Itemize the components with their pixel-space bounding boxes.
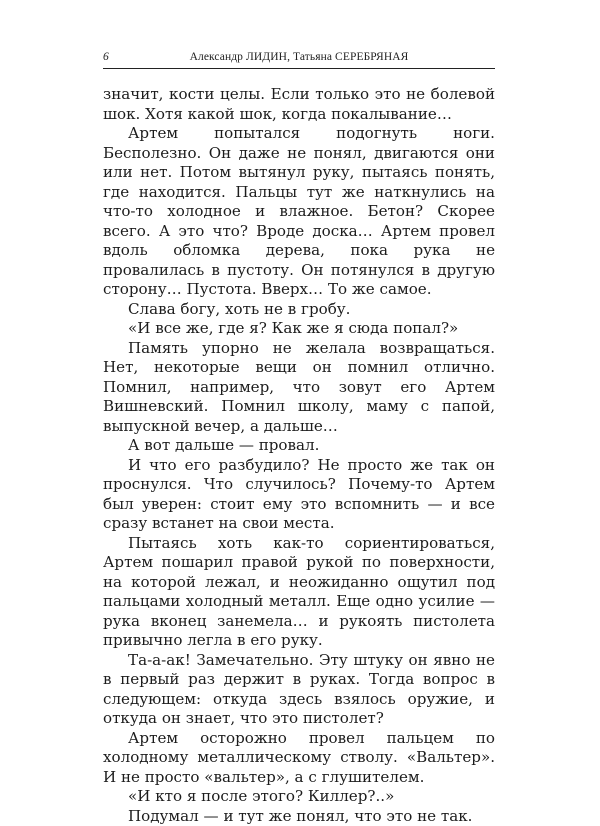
body-text bbox=[103, 85, 495, 826]
paragraph: Артем осторожно провел пальцем по холодному металлическому стволу. «Вальтер». И не просто «вальтер», а с глушителем. bbox=[103, 729, 495, 788]
paragraph: значит, кости целы. Если только это не болевой шок. Хотя какой шок, когда покалывание… bbox=[103, 85, 495, 124]
paragraph: Та-а-ак! Замечательно. Эту штуку он явно не в первый раз держит в руках. Тогда вопрос в следующем: откуда здесь взялось оружие, и откуда он знает, что это пистолет? bbox=[103, 651, 495, 729]
paragraph: Артем попытался подогнуть ноги. Бесполезно. Он даже не понял, двигаются они или нет. Потом вытянул руку, пытаясь понять, где находится. Пальцы тут же наткнулись на что-то холодное и влажное. Бетон? Скорее всего. А это что? Вроде доска… Артем провел вдоль обломка дерева, пока рука не провалилась в пустоту. Он потянулся в другую сторону… Пустота. Вверх… То же самое. bbox=[103, 124, 495, 300]
header-rule bbox=[103, 68, 495, 69]
paragraph: Слава богу, хоть не в гробу. bbox=[103, 300, 495, 320]
paragraph: И что его разбудило? Не просто же так он проснулся. Что случилось? Почему-то Артем был уверен: стоит ему это вспомнить — и все сразу встанет на свои места. bbox=[103, 456, 495, 534]
book-header: Александр ЛИДИН, Татьяна СЕРЕБРЯНАЯ bbox=[103, 51, 495, 63]
paragraph: Пытаясь хоть как-то сориентироваться, Артем пошарил правой рукой по поверхности, на которой лежал, и неожиданно ощутил под пальцами холодный металл. Еще одно усилие — рука вконец занемела… и рукоять пистолета привычно легла в его руку. bbox=[103, 534, 495, 651]
page-number: 6 bbox=[103, 51, 109, 63]
paragraph: «И кто я после этого? Киллер?..» bbox=[103, 787, 495, 807]
paragraph: А вот дальше — провал. bbox=[103, 436, 495, 456]
paragraph: «И все же, где я? Как же я сюда попал?» bbox=[103, 319, 495, 339]
paragraph: Подумал — и тут же понял, что это не так. bbox=[103, 807, 495, 826]
paragraph: Память упорно не желала возвращаться. Нет, некоторые вещи он помнил отлично. Помнил, например, что зовут его Артем Вишневский. Помнил школу, маму с папой, выпускной вечер, а дальше… bbox=[103, 339, 495, 437]
running-head bbox=[103, 47, 495, 67]
